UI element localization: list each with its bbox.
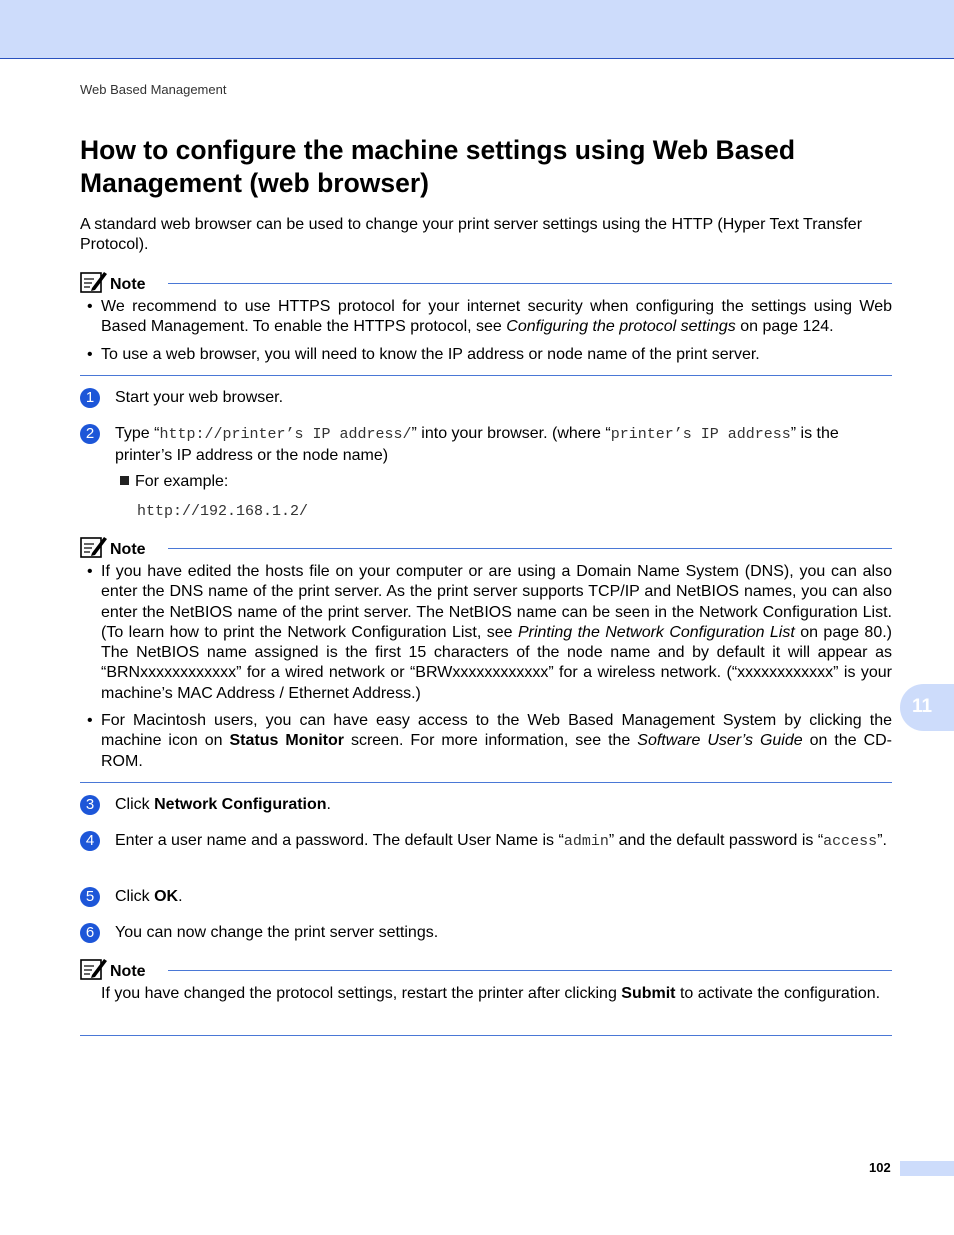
note1-bullet-2: • To use a web browser, you will need to know the IP address or node name of the print server. bbox=[87, 346, 760, 363]
intro-paragraph: A standard web browser can be used to change your print server settings using the HTTP (Hyper Text Transfer Protocol). bbox=[80, 216, 863, 253]
example-url: http://192.168.1.2/ bbox=[137, 503, 309, 520]
step-number-badge: 4 bbox=[80, 831, 100, 851]
cross-reference-link[interactable]: Printing the Network Configuration List bbox=[517, 623, 795, 641]
note-rule bbox=[168, 548, 892, 549]
note-end-rule bbox=[80, 782, 892, 783]
step-4: 4 Enter a user name and a password. The default User Name is “admin” and the default password is “access”. bbox=[80, 831, 892, 853]
note-label: Note bbox=[110, 276, 146, 293]
note-header-2 bbox=[80, 535, 892, 559]
page-number-bar bbox=[900, 1161, 954, 1176]
cross-reference-link[interactable]: Software User’s Guide bbox=[637, 732, 803, 750]
running-head: Web Based Management bbox=[80, 82, 227, 97]
step-number-badge: 2 bbox=[80, 424, 100, 444]
header-band bbox=[0, 0, 954, 59]
note-header-3 bbox=[80, 957, 892, 981]
note-end-rule bbox=[80, 1035, 892, 1036]
step-6: 6 You can now change the print server settings. bbox=[80, 923, 892, 944]
note-label: Note bbox=[110, 963, 146, 980]
step-number-badge: 3 bbox=[80, 795, 100, 815]
note-end-rule bbox=[80, 375, 892, 376]
note-label: Note bbox=[110, 541, 146, 558]
note-pencil-icon bbox=[80, 957, 108, 981]
note-pencil-icon bbox=[80, 270, 108, 294]
note-rule bbox=[168, 970, 892, 971]
page-title: How to configure the machine settings using Web Based Management (web browser) bbox=[80, 135, 796, 198]
cross-reference-link[interactable]: Configuring the protocol settings bbox=[506, 318, 736, 336]
step-2: 2 Type “http://printer’s IP address/” into your browser. (where “printer’s IP address” is the printer’s IP address or the node name) bbox=[80, 424, 892, 466]
page-number: 102 bbox=[869, 1160, 891, 1175]
example-sub-bullet: For example: bbox=[120, 472, 228, 492]
chapter-tab bbox=[900, 684, 954, 731]
step-5: 5 Click OK. bbox=[80, 887, 892, 908]
step-number-badge: 6 bbox=[80, 923, 100, 943]
note3-text: If you have changed the protocol settings, restart the printer after clicking Submit to activate the configuration. bbox=[101, 985, 881, 1002]
step-number-badge: 5 bbox=[80, 887, 100, 907]
note-pencil-icon bbox=[80, 535, 108, 559]
chapter-number: 11 bbox=[912, 696, 933, 717]
step-number-badge: 1 bbox=[80, 388, 100, 408]
note-header-1 bbox=[80, 270, 892, 294]
note-rule bbox=[168, 283, 892, 284]
note2-bullet-2: • For Macintosh users, you can have easy access to the Web Based Management System by clicking the machine icon on Status Monitor screen. For more information, see the Software User’s Guide on the CD-ROM. bbox=[87, 712, 893, 770]
step-3: 3 Click Network Configuration. bbox=[80, 795, 892, 816]
note1-bullet-1: • We recommend to use HTTPS protocol for your internet security when configuring the settings using Web Based Management. To enable the HTTPS protocol, see Configuring the protocol settings on page 124. bbox=[87, 298, 892, 336]
square-bullet-icon bbox=[120, 476, 129, 485]
note2-bullet-1: • If you have edited the hosts file on your computer or are using a Domain Name System (DNS), you can also enter the DNS name of the print server. As the print server supports TCP/IP and NetBIOS names, you can also enter the NetBIOS name of the print server. The NetBIOS name can be seen in the Network Configuration List. (To learn how to print the Network Configuration List, see Printing the Network Configuration List on page 80.) The NetBIOS name assigned is the first 15 characters of the node name and by default it will appear as “BRNxxxxxxxxxxxx” for a wired network or “BRWxxxxxxxxxxxx” for a wireless network. (“xxxxxxxxxxxx” is your machine’s MAC Address / Ethernet Address.) bbox=[87, 563, 892, 702]
step-1: 1 Start your web browser. bbox=[80, 388, 892, 409]
